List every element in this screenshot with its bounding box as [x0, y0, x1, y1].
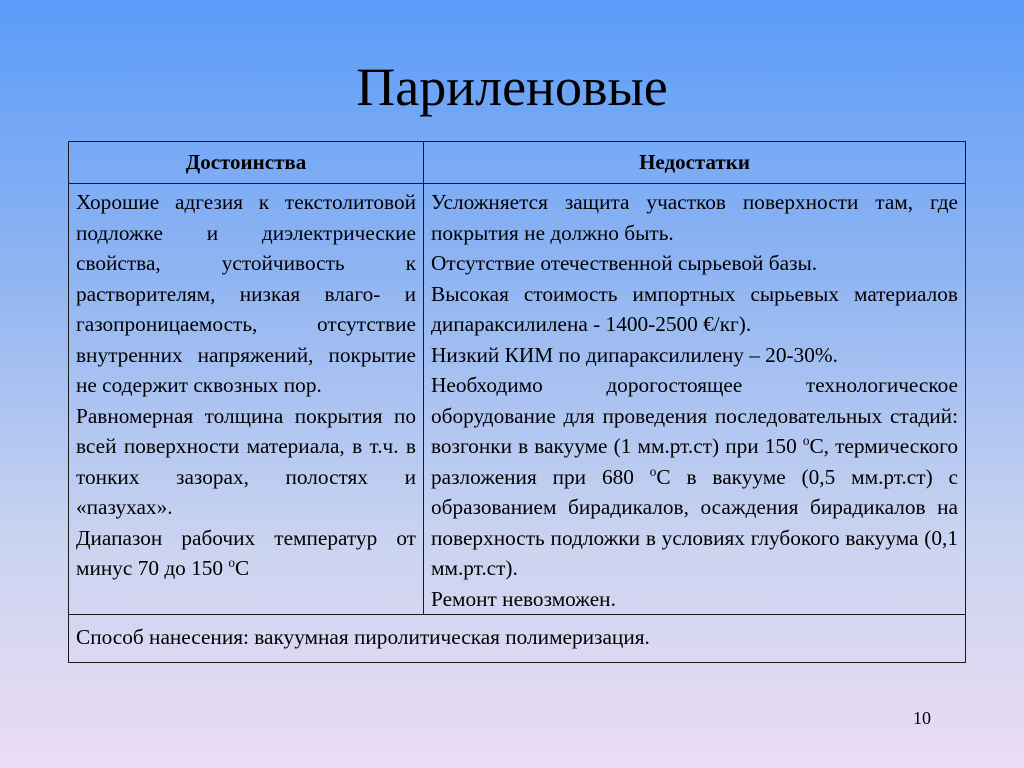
degree-superscript: о [649, 463, 657, 479]
application-method: Способ нанесения: вакуумная пиролитическая полимеризация. [69, 615, 966, 663]
comparison-table [68, 141, 965, 663]
degree-superscript: о [802, 433, 810, 449]
advantage-temperature-text: Диапазон рабочих температур от минус 70 до 150 [76, 525, 416, 580]
advantage-item [76, 523, 416, 584]
equipment-text-part-3: С в вакууме (0,5 мм.рт.ст) с образованием бирадикалов, осаждения бирадикалов на поверхность подложки в условиях глубокого вакуума (0,1 мм.рт.ст). [431, 464, 958, 580]
equipment-text-part-2: С, термического разложения при 680 [431, 434, 958, 489]
disadvantage-item: Низкий КИМ по дипараксилилену – 20-30%. [431, 342, 838, 367]
slide-title: Париленовые [356, 57, 668, 117]
disadvantage-item: Усложняется защита участков поверхности там, где покрытия не должно быть. [431, 190, 958, 245]
disadvantage-item: Отсутствие отечественной сырьевой базы. [431, 251, 818, 275]
degree-superscript: о [228, 555, 235, 571]
advantage-item: Хорошие адгезия к текстолитовой подложке и диэлектрические свойства, устойчивость к растворителям, низкая влаго- и газопроницаемость, отсутствие внутренних напряжений, покрытие не содержит сквозных пор. [76, 190, 416, 397]
disadvantage-item [431, 370, 958, 584]
table-body-row [69, 184, 966, 615]
advantages-cell [69, 184, 424, 615]
table-header-row [69, 142, 966, 184]
page-number: 10 [913, 708, 931, 728]
header-disadvantages: Недостатки [424, 142, 966, 184]
equipment-text-part-1: Необходимо дорогостоящее технологическое оборудование для проведения последовательных стадий: возгонки в вакууме (1 мм.рт.ст) при 150 [431, 373, 958, 458]
celsius-unit: С [235, 556, 250, 580]
disadvantage-item: Высокая стоимость импортных сырьевых материалов дипараксилилена - 1400-2500 €/кг). [431, 281, 958, 336]
disadvantages-cell [424, 184, 966, 615]
table-footer-row [69, 615, 966, 663]
header-advantages: Достоинства [69, 142, 424, 184]
disadvantage-item: Ремонт невозможен. [431, 586, 616, 611]
advantage-item: Равномерная толщина покрытия по всей поверхности материала, в т.ч. в тонких зазорах, полостях и «пазухах». [76, 403, 416, 519]
